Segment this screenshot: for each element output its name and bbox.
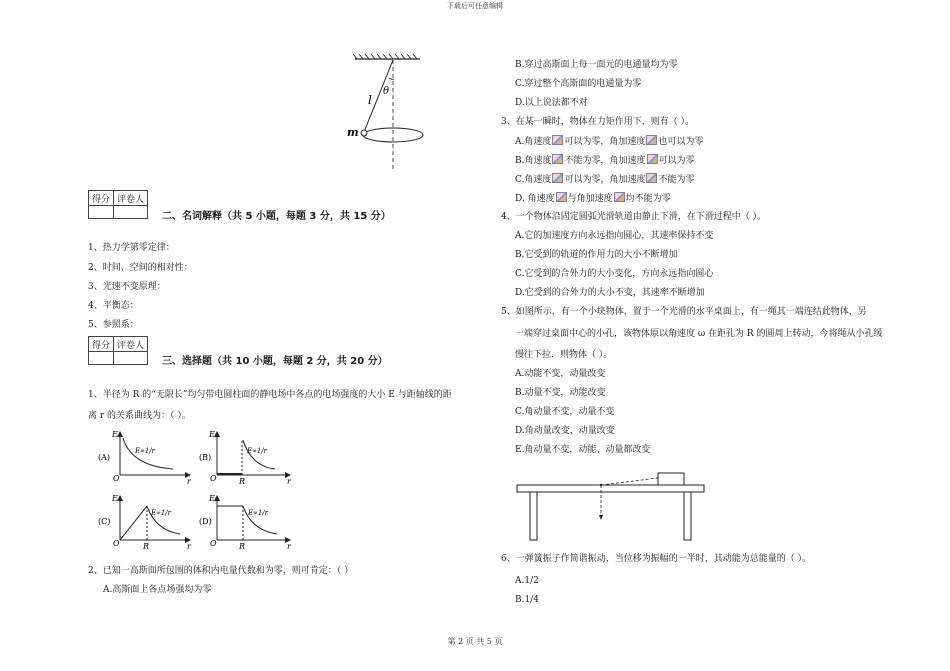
formula-label: E∝1/r <box>248 509 269 517</box>
axis-e-label: E <box>112 430 118 439</box>
r-mark-label: R <box>143 542 150 551</box>
label-theta: θ <box>383 86 390 97</box>
graph-b <box>199 430 292 486</box>
omega-formula-icon <box>552 154 563 164</box>
q3-b-part2: 不能为零，角加速度 <box>564 156 646 166</box>
q2-option-c: C.穿过整个高斯面的电通量为零 <box>515 79 642 89</box>
graph-c-label: (C) <box>98 517 111 526</box>
q4-option-d: D.它受到的合外力的大小不变，其速率不断增加 <box>515 288 705 298</box>
r-mark-label: R <box>239 477 246 486</box>
q5-option-b: B.动量不变，动能改变 <box>515 388 606 398</box>
score-label: 得分 <box>89 337 114 352</box>
label-m: m <box>347 126 359 139</box>
conical-pendulum-figure <box>335 52 440 174</box>
q4-option-b: B.它受到的轨道的作用力的大小不断增加 <box>515 250 678 260</box>
term-item: 1、热力学第零定律： <box>88 243 175 253</box>
q4-option-a: A.它的加速度方向永远指向圆心，其速率保持不变 <box>515 231 714 241</box>
question-2: 2、已知一高斯面所包围的体积内电量代数和为零，则可肯定：（ ） <box>88 566 354 576</box>
q3-option-b <box>515 154 695 167</box>
omega-formula-icon <box>556 192 567 202</box>
alpha-formula-icon <box>646 135 657 145</box>
q3-a-part1: A.角速度 <box>515 137 552 147</box>
score-label: 得分 <box>89 191 114 206</box>
q3-a-part3: 也可以为零 <box>658 137 704 147</box>
term-item: 5、参照系： <box>88 320 139 330</box>
q2-option-a: A.高斯面上各点场强均为零 <box>103 585 212 595</box>
q3-a-part2: 可以为零，角加速度 <box>564 137 646 147</box>
formula-label: E∝1/r <box>247 447 268 455</box>
formula-label: E∝1/r <box>151 509 172 517</box>
formula-label: E∝1/r <box>135 447 156 455</box>
q3-c-part2: 可以为零，角加速度 <box>564 175 646 185</box>
graph-d-label: (D) <box>199 517 212 526</box>
axis-r-label: r <box>287 542 291 551</box>
q5-option-c: C.角动量不变，动量不变 <box>515 407 615 417</box>
grader-cell <box>114 206 148 219</box>
grader-label: 评卷人 <box>114 337 148 352</box>
grader-label: 评卷人 <box>114 191 148 206</box>
q2-option-b: B.穿过高斯面上每一面元的电通量均为零 <box>515 60 678 70</box>
score-cell <box>89 352 114 365</box>
q3-c-part3: 不能为零 <box>658 175 695 185</box>
omega-formula-icon <box>552 135 563 145</box>
q1-graphs <box>95 428 305 556</box>
term-item: 4、平衡态： <box>88 301 139 311</box>
q6-option-b: B.1/4 <box>515 595 539 605</box>
table-block-figure <box>513 466 708 542</box>
header-note: 下载后可任意编辑 <box>447 2 503 10</box>
graph-a <box>98 430 192 486</box>
q3-option-d <box>515 192 671 205</box>
section2-title: 二、名词解释（共 5 小题，每题 3 分，共 15 分） <box>162 211 391 222</box>
r-mark-label: R <box>239 542 246 551</box>
q3-d-part3: 均不能为零 <box>625 194 671 204</box>
axis-e-label: E <box>209 494 215 503</box>
question-1-line1: 1、半径为 R 的“无限长”均匀带电圆柱面的静电场中各点的电场强度的大小 E 与距轴线的距 <box>88 390 452 400</box>
question-6: 6、一弹簧振子作简谐振动，当位移为振幅的一半时，其动能为总能量的（ ）。 <box>501 554 812 564</box>
alpha-formula-icon <box>614 192 625 202</box>
axis-r-label: r <box>287 477 291 486</box>
graph-a-label: (A) <box>98 453 111 462</box>
origin-label: O <box>210 474 217 483</box>
q2-option-d: D.以上说法都不对 <box>515 98 588 108</box>
question-4: 4、一个物体沿固定圆弧光滑轨道由静止下滑，在下滑过程中（ ）。 <box>501 212 767 222</box>
q3-d-part1: D. 角速度 <box>515 194 555 204</box>
score-cell <box>89 206 114 219</box>
graph-b-label: (B) <box>199 453 212 462</box>
q3-option-a <box>515 135 703 148</box>
label-l: l <box>368 93 372 107</box>
q3-d-part2: 与角加速度 <box>567 194 613 204</box>
axis-r-label: r <box>187 477 191 486</box>
omega-formula-icon <box>552 173 563 183</box>
section3-title: 三、选择题（共 10 小题，每题 2 分，共 20 分） <box>162 356 388 367</box>
q4-option-c: C.它受到的合外力的大小变化，方向永远指向圆心 <box>515 269 714 279</box>
term-item: 2、时间、空间的相对性： <box>88 263 193 273</box>
axis-e-label: E <box>112 494 118 503</box>
term-item: 3、光速不变原理： <box>88 282 166 292</box>
q3-option-c <box>515 173 694 186</box>
q3-c-part1: C.角速度 <box>515 175 552 185</box>
question-5-line3: 慢往下拉．则物体（ ）。 <box>515 350 613 360</box>
q3-b-part3: 可以为零 <box>658 156 695 166</box>
q5-option-d: D.角动量改变，动量改变 <box>515 426 615 436</box>
q3-b-part1: B.角速度 <box>515 156 552 166</box>
graph-d <box>199 494 292 551</box>
question-5-line2: 一端穿过桌面中心的小孔，该物体原以角速度 ω 在距孔为 R 的圆周上转动，今将绳从小孔缓 <box>515 329 883 339</box>
origin-label: O <box>210 539 217 548</box>
axis-r-label: r <box>187 542 191 551</box>
score-table-section2 <box>88 190 148 219</box>
question-3: 3、在某一瞬时，物体在力矩作用下，则有（ ）。 <box>501 117 695 127</box>
page-number-footer: 第 2 页 共 5 页 <box>447 637 503 646</box>
alpha-formula-icon <box>647 154 658 164</box>
question-1-line2: 离 r 的关系曲线为：（ ）。 <box>88 411 191 421</box>
q5-option-e: E.角动量不变，动能、动量都改变 <box>515 445 651 455</box>
origin-label: O <box>113 539 120 548</box>
score-table-section3 <box>88 336 148 365</box>
origin-label: O <box>113 474 120 483</box>
question-5-line1: 5、如图所示，有一个小块物体，置于一个光滑的水平桌面上，有一绳其一端连结此物体，另 <box>501 307 867 317</box>
q6-option-a: A.1/2 <box>515 576 539 586</box>
graph-c <box>98 494 192 551</box>
axis-e-label: E <box>209 430 215 439</box>
alpha-formula-icon <box>646 173 657 183</box>
q5-option-a: A.动能不变，动量改变 <box>515 369 606 379</box>
grader-cell <box>114 352 148 365</box>
